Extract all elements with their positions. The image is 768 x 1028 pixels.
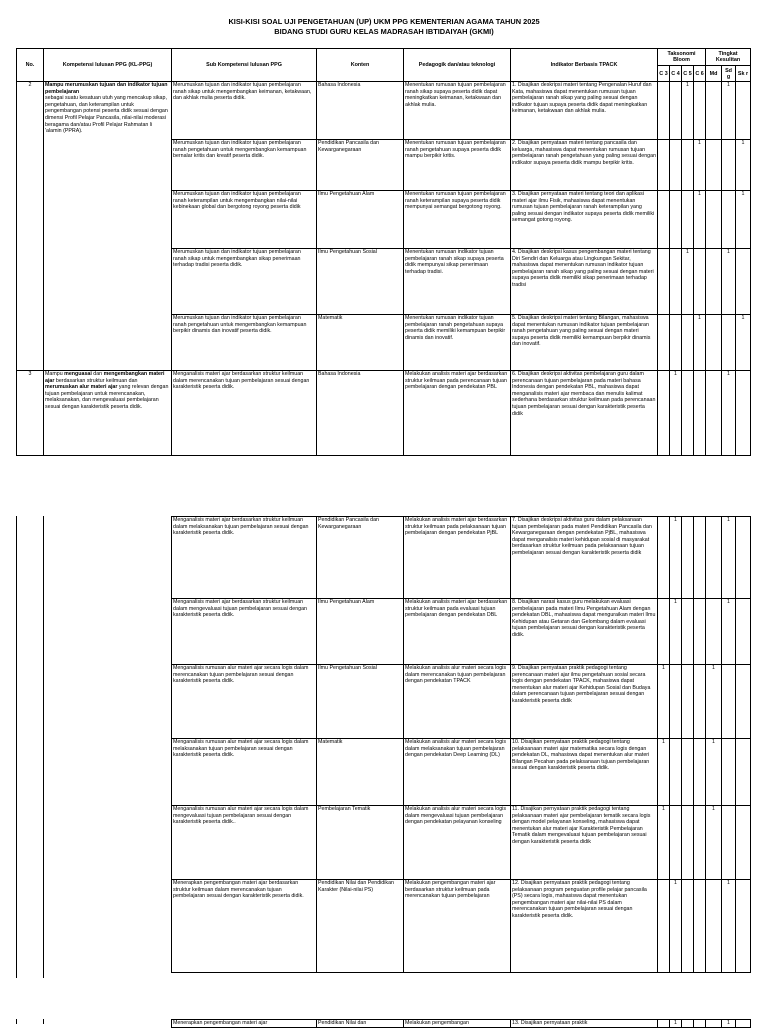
kompetensi-bold-text: Mampu merumuskan tujuan dan indikator tujuan pembelajaran	[45, 82, 168, 95]
md-cell	[706, 517, 722, 599]
c5-cell	[682, 371, 694, 456]
c3-cell	[658, 249, 670, 315]
c3-cell	[658, 191, 670, 249]
c3-cell	[658, 517, 670, 599]
pedagogik-cell: Melakukan analisis alur materi secara logis dalam merencanakan tujuan pembelajaran dengan pendekatan TPACK	[404, 665, 511, 739]
table-row	[17, 82, 751, 140]
sdg-cell: 1	[722, 82, 736, 140]
header-konten: Konten	[317, 49, 404, 82]
c4-cell	[670, 140, 682, 191]
kisi-kisi-table-page-3	[171, 1019, 751, 1028]
page-3-column-border	[43, 1019, 44, 1024]
konten-cell: Matematik	[317, 739, 404, 806]
c5-cell	[682, 806, 694, 880]
header-md: Md	[706, 66, 722, 82]
skr-cell: 1	[736, 315, 751, 371]
indikator-cell: 9. Disajikan pernyataan praktik pedagogi tentang perencanaan materi ajar ilmu pengetahuan sosial secara logis dengan pendekatan TPACK, mahasiswa dapat menentukan alur materi ajar Kehidupan Sosial dan Budaya dalam perencanaan tujuan pembelajaran sesuai dengan karakteristik peserta didik	[511, 665, 658, 739]
c4-cell: 1	[670, 599, 682, 665]
header-c4: C 4	[670, 66, 682, 82]
c4-cell	[670, 806, 682, 880]
md-cell: 1	[706, 665, 722, 739]
pedagogik-cell: Melakukan analisis materi ajar berdasarkan struktur keilmuan pada pelaksanaan tujuan pembelajaran dengan pendekatan PjBL	[404, 517, 511, 599]
pedagogik-cell: Menentukan rumusan tujuan pembelajaran ranah sikap supaya peserta didik dapat meningkatkan keimanan, ketakwaan dan akhlak mulia.	[404, 82, 511, 140]
table-row	[172, 806, 751, 880]
sdg-cell	[722, 140, 736, 191]
sub-kompetensi-cell: Menganalisis materi ajar berdasarkan struktur keilmuan dalam merencanakan tujuan pembelajaran sesuai dengan karakteristik peserta didik.	[172, 371, 317, 456]
sdg-cell: 1	[722, 599, 736, 665]
c6-cell	[694, 599, 706, 665]
md-cell	[706, 1020, 722, 1028]
sdg-cell: 1	[722, 517, 736, 599]
md-cell	[706, 82, 722, 140]
c6-cell: 1	[694, 315, 706, 371]
md-cell	[706, 191, 722, 249]
table-row	[172, 739, 751, 806]
c4-cell	[670, 82, 682, 140]
skr-cell	[736, 806, 751, 880]
header-tingkat: Tingkat Kesulitan	[706, 49, 751, 66]
kompetensi-text: yang relevan dengan tujuan pembelajaran untuk merencanakan, melaksanakan, dan mengevaluasi pembelajaran sesuai dengan karakteristik peserta didik.	[45, 384, 169, 410]
table-row	[172, 880, 751, 973]
sub-kompetensi-cell: Merumuskan tujuan dan indikator tujuan pembelajaran ranah pengetahuan untuk mengembangkan kemampuan berpikir dinamis dan inovatif peserta didik.	[172, 315, 317, 371]
pedagogik-cell: Melakukan analisis alur materi secara logis dalam melaksanakan tujuan pembelajaran dengan pendekatan Deep Learning (DL)	[404, 739, 511, 806]
c3-cell: 1	[658, 739, 670, 806]
skr-cell	[736, 1020, 751, 1028]
c3-cell	[658, 315, 670, 371]
sub-kompetensi-cell: Menganalisis materi ajar berdasarkan struktur keilmuan dalam melaksanakan tujuan pembelajaran sesuai dengan karakteristik peserta didik.	[172, 517, 317, 599]
c4-cell	[670, 249, 682, 315]
kompetensi-text: sebagai suatu kesatuan utuh yang mencakup sikap, pengetahuan, dan keterampilan untuk pengembangan potensi peserta didik sesuai dengan dimensi Profil Pelajar Pancasila, nilai-nilai moderasi beragama dan/atau Profil Pelajar Rahmatan li 'alamin (PPRA).	[45, 95, 168, 135]
sub-kompetensi-cell: Menerapkan pengembangan materi ajar	[172, 1020, 317, 1028]
c4-cell: 1	[670, 371, 682, 456]
kompetensi-text: dan	[91, 371, 104, 377]
md-cell	[706, 599, 722, 665]
c5-cell	[682, 140, 694, 191]
c5-cell	[682, 315, 694, 371]
pedagogik-cell: Melakukan analisis alur materi secara logis dalam mengevaluasi tujuan pembelajaran dengan pendekatan pelayanan konseling	[404, 806, 511, 880]
c6-cell	[694, 739, 706, 806]
sdg-cell: 1	[722, 249, 736, 315]
document-title: KISI-KISI SOAL UJI PENGETAHUAN (UP) UKM PPG KEMENTERIAN AGAMA TAHUN 2025	[228, 17, 540, 26]
konten-cell: Ilmu Pengetahuan Alam	[317, 599, 404, 665]
indikator-cell: 1. Disajikan deskripsi materi tentang Pengenalan Huruf dan Kata, mahasiswa dapat menentukan rumusan tujuan pembelajaran ranah sikap yang paling sesuai dengan indikator tujuan supaya peserta didik dapat meningkatkan keimanan, ketakwaan dan akhlak mulia.	[511, 82, 658, 140]
konten-cell: Pendidikan Pancasila dan Kewarganegaraan	[317, 517, 404, 599]
c5-cell	[682, 1020, 694, 1028]
c6-cell	[694, 665, 706, 739]
header-pedagogik: Pedagogik dan/atau teknologi	[404, 49, 511, 82]
c3-cell	[658, 140, 670, 191]
sub-kompetensi-cell: Merumuskan tujuan dan indikator tujuan pembelajaran ranah sikap untuk mengembangkan keimanan, ketakwaan, dan akhlak mulia peserta didik.	[172, 82, 317, 140]
c6-cell	[694, 517, 706, 599]
skr-cell	[736, 249, 751, 315]
sub-kompetensi-cell: Menerapkan pengembangan materi ajar berdasarkan struktur keilmuan dalam merencanakan tujuan pembelajaran sesuai dengan karakteristik peserta didik.	[172, 880, 317, 973]
header-no: No.	[17, 49, 44, 82]
indikator-cell: 7. Disajikan deskripsi aktivitas guru dalam pelaksanaan tujuan pembelajaran pada materi Pendidikan Pancasila dan Kewarganegaraan dengan pendekatan PjBL, mahasiswa dapat menganalisis materi kehidupan sosial di masyarakat berdasarkan struktur keilmuan pada pelaksanaan tujuan pembelajaran sesuai dengan karakteristik peserta didik	[511, 517, 658, 599]
c3-cell	[658, 371, 670, 456]
md-cell	[706, 371, 722, 456]
sub-kompetensi-cell: Merumuskan tujuan dan indikator tujuan pembelajaran ranah sikap untuk mengembangkan sikap penerimaan terhadap tradisi peserta didik.	[172, 249, 317, 315]
kisi-kisi-table-page-2	[171, 516, 751, 973]
indikator-cell: 11. Disajikan pernyataan praktik pedagogi tentang pelaksanaan materi ajar pembelajaran tematik secara logis dengan model pelayanan konseling, mahasiswa dapat menentukan alur materi ajar Karakteristik Pembelajaran Tematik dalam mengevaluasi tujuan pembelajaran sesuai dengan karakteristik peserta didik	[511, 806, 658, 880]
c3-cell	[658, 880, 670, 973]
header-sdg: Sd g	[722, 66, 736, 82]
pedagogik-cell: Menentukan rumusan indikator tujuan pembelajaran ranah pengetahuan supaya peserta didik memiliki kemampuan berpikir dinamis dan inovatif.	[404, 315, 511, 371]
kompetensi-bold-text: menguasai	[64, 371, 92, 377]
table-row	[172, 599, 751, 665]
konten-cell: Bahasa Indonesia	[317, 82, 404, 140]
table-row	[172, 665, 751, 739]
md-cell	[706, 140, 722, 191]
header-kompetensi: Kompetensi lulusan PPG (KL-PPG)	[44, 49, 172, 82]
sub-kompetensi-cell: Menganalisis rumusan alur materi ajar secara logis dalam mengevaluasi tujuan pembelajaran sesuai dengan karakteristik peserta didik..	[172, 806, 317, 880]
c4-cell	[670, 739, 682, 806]
pedagogik-cell: Melakukan analisis materi ajar berdasarkan struktur keilmuan pada evaluasi tujuan pembelajaran dengan pendekatan DBL	[404, 599, 511, 665]
skr-cell: 1	[736, 191, 751, 249]
sdg-cell: 1	[722, 371, 736, 456]
indikator-cell: 4. Disajikan deskripsi kasus pengembangan materi tentang Diri Sendiri dan Keluarga atau Lingkungan Sekitar, mahasiswa dapat menentukan rumusan indikator tujuan pembelajaran ranah sikap yang paling sesuai dengan materi supaya peserta didik memiliki sikap penerimaan terhadap tradisi	[511, 249, 658, 315]
c4-cell	[670, 665, 682, 739]
md-cell: 1	[706, 739, 722, 806]
sdg-cell: 1	[722, 1020, 736, 1028]
sdg-cell	[722, 806, 736, 880]
indikator-cell: 13. Disajikan pernyataan praktik	[511, 1020, 658, 1028]
c3-cell: 1	[658, 806, 670, 880]
kompetensi-bold-text: merumuskan alur materi ajar	[45, 384, 118, 391]
header-c6: C 6	[694, 66, 706, 82]
sdg-cell	[722, 191, 736, 249]
sdg-cell	[722, 315, 736, 371]
c5-cell	[682, 739, 694, 806]
c5-cell	[682, 665, 694, 739]
header-taksonomi: Taksonomi Bloom	[658, 49, 706, 66]
page-2-column-border	[43, 516, 44, 978]
konten-cell: Pembelajaran Tematik	[317, 806, 404, 880]
c3-cell: 1	[658, 665, 670, 739]
c4-cell: 1	[670, 880, 682, 973]
skr-cell	[736, 599, 751, 665]
c6-cell: 1	[694, 140, 706, 191]
skr-cell: 1	[736, 140, 751, 191]
kompetensi-text: berdasarkan struktur keilmuan dan	[54, 377, 138, 384]
c5-cell: 1	[682, 249, 694, 315]
header-skr: Sk r	[736, 66, 751, 82]
header-c5: C 5	[682, 66, 694, 82]
c4-cell	[670, 315, 682, 371]
c4-cell	[670, 191, 682, 249]
kompetensi-cell	[44, 371, 172, 456]
c5-cell	[682, 517, 694, 599]
skr-cell	[736, 517, 751, 599]
sub-kompetensi-cell: Merumuskan tujuan dan indikator tujuan pembelajaran ranah keterampilan untuk mengembangkan nilai-nilai kebinekaan global dan bergotong royong peserta didik	[172, 191, 317, 249]
row-number: 3	[17, 371, 44, 456]
c6-cell: 1	[694, 191, 706, 249]
indikator-cell: 6. Disajikan deskripsi aktivitas pembelajaran guru dalam perencanaan tujuan pembelajaran pada materi bahasa Indonesia dengan pendekatan PBL, mahasiswa dapat menganalisis materi ajar membaca dan menulis kalimat sederhana berdasarkan struktur keilmuan pada perencanaan tujuan pembelajaran sesuai dengan karakteristik peserta didik	[511, 371, 658, 456]
page-3-left-border	[16, 1019, 17, 1024]
row-number: 2	[17, 82, 44, 371]
kompetensi-text: Mampu	[45, 371, 65, 377]
c4-cell: 1	[670, 1020, 682, 1028]
konten-cell: Ilmu Pengetahuan Alam	[317, 191, 404, 249]
c6-cell	[694, 880, 706, 973]
pedagogik-cell: Melakukan analisis materi ajar berdasarkan struktur keilmuan pada perencanaan tujuan pembelajaran dengan pendekatan PBL	[404, 371, 511, 456]
sub-kompetensi-cell: Merumuskan tujuan dan indikator tujuan pembelajaran ranah pengetahuan untuk mengembangkan kemampuan bernalar kritis dan kreatif peserta didik.	[172, 140, 317, 191]
konten-cell: Pendidikan Nilai dan Pendidikan Karakter (Nilai-nilai PS)	[317, 880, 404, 973]
pedagogik-cell: Menentukan rumusan indikator tujuan pembelajaran ranah sikap supaya peserta didik mempunyai sikap penerimaan terhadap tradisi.	[404, 249, 511, 315]
table-row	[172, 1020, 751, 1028]
page-2-left-border	[16, 516, 17, 978]
c3-cell	[658, 599, 670, 665]
table-row	[17, 371, 751, 456]
c3-cell	[658, 1020, 670, 1028]
sdg-cell	[722, 665, 736, 739]
c6-cell	[694, 371, 706, 456]
c6-cell	[694, 1020, 706, 1028]
c6-cell	[694, 806, 706, 880]
md-cell	[706, 315, 722, 371]
skr-cell	[736, 82, 751, 140]
indikator-cell: 3. Disajikan pernyataan materi tentang teori dan aplikasi materi ajar ilmu Fisik, mahasiswa dapat menentukan rumusan tujuan pembelajaran ranah keterampilan yang paling sesuai dengan indikator supaya peserta didik memiliki semangat gotong royong.	[511, 191, 658, 249]
sub-kompetensi-cell: Menganalisis rumusan alur materi ajar secara logis dalam melaksanakan tujuan pembelajaran sesuai dengan karakteristik peserta didik.	[172, 739, 317, 806]
c4-cell: 1	[670, 517, 682, 599]
skr-cell	[736, 371, 751, 456]
sub-kompetensi-cell: Menganalisis materi ajar berdasarkan struktur keilmuan dalam mengevaluasi tujuan pembelajaran sesuai dengan karakteristik peserta didik.	[172, 599, 317, 665]
c5-cell: 1	[682, 82, 694, 140]
konten-cell: Matematik	[317, 315, 404, 371]
md-cell	[706, 880, 722, 973]
c3-cell	[658, 82, 670, 140]
header-sub-kompetensi: Sub Kompetensi lulusan PPG	[172, 49, 317, 82]
sdg-cell	[722, 739, 736, 806]
indikator-cell: 2. Disajikan pernyataan materi tentang pancasila dan keluarga, mahasiswa dapat menentukan rumusan tujuan pembelajaran ranah pengetahuan yang paling sesuai dengan indikator supaya peserta didik mampu berpikir kritis.	[511, 140, 658, 191]
indikator-cell: 12. Disajikan pernyataan praktik pedagogi tentang pelaksanaan program penguatan profile pelajar pancasila (PS) secara logis, mahasiswa dapat menentukan pengembangan materi ajar nilai-nilai PS dalam merencanakan tujuan pembelajaran sesuai dengan karakteristik peserta didik.	[511, 880, 658, 973]
indikator-cell: 10. Disajikan pernyataan praktik pedagogi tentang pelaksanaan materi ajar matematika secara logis dengan pendekatan DL, mahasiswa dapat menentukan alur materi Bilangan Pecahan pada pelaksanaan tujuan pembelajaran sesuai dengan karakteristik peserta didik.	[511, 739, 658, 806]
md-cell: 1	[706, 806, 722, 880]
sdg-cell: 1	[722, 880, 736, 973]
kompetensi-bold-text: mengembangkan materi ajar	[45, 371, 165, 384]
konten-cell: Ilmu Pengetahuan Sosial	[317, 665, 404, 739]
md-cell	[706, 249, 722, 315]
konten-cell: Ilmu Pengetahuan Sosial	[317, 249, 404, 315]
header-indikator: Indikator Berbasis TPACK	[511, 49, 658, 82]
indikator-cell: 8. Disajikan narasi kasus guru melakukan evaluasi pembelajaran pada materi Ilmu Pengetahuan Alam dengan pendekatan DBL, mahasiswa dapat menguraikan materi Ilmu Kehidupan atau Getaran dan Gelombang dalam evaluasi tujuan pembelajaran sesuai dengan karakteristik peserta didik.	[511, 599, 658, 665]
skr-cell	[736, 880, 751, 973]
c5-cell	[682, 880, 694, 973]
c6-cell	[694, 82, 706, 140]
c6-cell	[694, 249, 706, 315]
pedagogik-cell: Melakukan pengembangan materi ajar berdasarkan struktur keilmuan pada merencanakan tujuan pembelajaran	[404, 880, 511, 973]
pedagogik-cell: Menentukan rumusan tujuan pembelajaran ranah pengetahuan supaya peserta didik mampu berpikir kritis.	[404, 140, 511, 191]
header-c3: C 3	[658, 66, 670, 82]
sub-kompetensi-cell: Menganalisis rumusan alur materi ajar secara logis dalam merencanakan tujuan pembelajaran sesuai dengan karakteristik peserta didik.	[172, 665, 317, 739]
kisi-kisi-table-page-1	[16, 48, 751, 456]
pedagogik-cell: Melakukan pengembangan	[404, 1020, 511, 1028]
c5-cell	[682, 191, 694, 249]
pedagogik-cell: Menentukan rumusan tujuan pembelajaran ranah keterampilan supaya peserta didik mempunyai semangat bergotong royong.	[404, 191, 511, 249]
c5-cell	[682, 599, 694, 665]
kompetensi-cell	[44, 82, 172, 371]
skr-cell	[736, 739, 751, 806]
konten-cell: Pendidikan Nilai dan	[317, 1020, 404, 1028]
table-row	[172, 517, 751, 599]
konten-cell: Pendidikan Pancasila dan Kewarganegaraan	[317, 140, 404, 191]
skr-cell	[736, 665, 751, 739]
indikator-cell: 5. Disajikan deskripsi materi tentang Bilangan, mahasiswa dapat menentukan rumusan indikator tujuan pembelajaran ranah pengetahuan yang paling sesuai dengan materi supaya peserta didik memiliki kemampuan berpikir dinamis dan inovatif.	[511, 315, 658, 371]
konten-cell: Bahasa Indonesia	[317, 371, 404, 456]
document-subtitle: BIDANG STUDI GURU KELAS MADRASAH IBTIDAIYAH (GKMI)	[274, 27, 494, 36]
